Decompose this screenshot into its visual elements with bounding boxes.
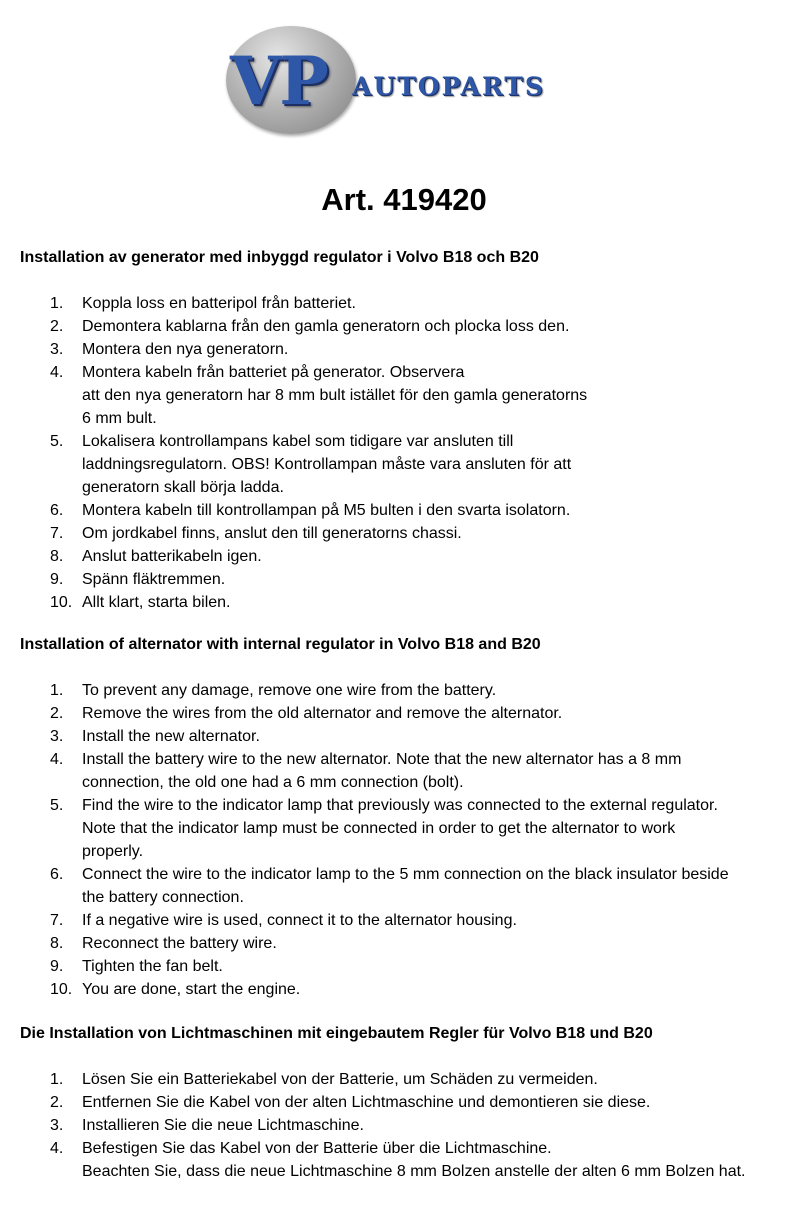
list-item-number: 3. — [50, 1117, 64, 1134]
list-item-line: the battery connection. — [82, 889, 244, 906]
list-item-line: Install the battery wire to the new alternator. Note that the new alternator has a 8 mm — [82, 751, 682, 768]
list-item-line: Find the wire to the indicator lamp that previously was connected to the external regulator. — [82, 797, 718, 814]
list-item-number: 7. — [50, 525, 64, 542]
list-item — [20, 522, 800, 545]
list-item — [20, 568, 800, 591]
instruction-list — [20, 292, 800, 614]
list-item — [20, 955, 800, 978]
list-item — [20, 1137, 800, 1183]
list-item — [20, 292, 800, 315]
list-item-line: properly. — [82, 843, 144, 860]
list-item-number: 4. — [50, 751, 64, 768]
list-item-line: Tighten the fan belt. — [82, 958, 223, 975]
list-item-line: Koppla loss en batteripol från batteriet. — [82, 295, 356, 312]
list-item — [20, 338, 800, 361]
list-item-number: 3. — [50, 728, 64, 745]
list-item-number: 8. — [50, 548, 64, 565]
vp-autoparts-logo — [226, 26, 596, 134]
list-item — [20, 909, 800, 932]
list-item-number: 4. — [50, 1140, 64, 1157]
list-item-line: Connect the wire to the indicator lamp to the 5 mm connection on the black insulator beside — [82, 866, 729, 883]
list-item — [20, 315, 800, 338]
list-item-number: 5. — [50, 433, 64, 450]
list-item-number: 8. — [50, 935, 64, 952]
list-item-line: Entfernen Sie die Kabel von der alten Lichtmaschine und demontieren sie diese. — [82, 1094, 651, 1111]
list-item-number: 7. — [50, 912, 64, 929]
list-item-number: 3. — [50, 341, 64, 358]
list-item-number: 10. — [50, 981, 73, 998]
list-item-line: Montera kabeln till kontrollampan på M5 bulten i den svarta isolatorn. — [82, 502, 571, 519]
list-item-line: Reconnect the battery wire. — [82, 935, 277, 952]
list-item-line: Montera kabeln från batteriet på generator. Observera — [82, 364, 465, 381]
list-item-line: Remove the wires from the old alternator and remove the alternator. — [82, 705, 563, 722]
list-item-line: Beachten Sie, dass die neue Lichtmaschine 8 mm Bolzen anstelle der alten 6 mm Bolzen hat. — [82, 1163, 746, 1180]
list-item-line: Montera den nya generatorn. — [82, 341, 289, 358]
list-item-line: Note that the indicator lamp must be connected in order to get the alternator to work — [82, 820, 676, 837]
list-item-line: You are done, start the engine. — [82, 981, 301, 998]
list-item-number: 2. — [50, 705, 64, 722]
list-item-line: Befestigen Sie das Kabel von der Batterie über die Lichtmaschine. — [82, 1140, 552, 1157]
list-item-line: Lösen Sie ein Batteriekabel von der Batterie, um Schäden zu vermeiden. — [82, 1071, 598, 1088]
section-german — [20, 1023, 800, 1183]
list-item-line: Allt klart, starta bilen. — [82, 594, 231, 611]
logo-vp-letters: VP — [230, 42, 327, 120]
list-item — [20, 679, 800, 702]
list-item-line: To prevent any damage, remove one wire from the battery. — [82, 682, 497, 699]
list-item-number: 6. — [50, 866, 64, 883]
list-item-number: 1. — [50, 295, 64, 312]
list-item — [20, 1114, 800, 1137]
list-item-number: 1. — [50, 1071, 64, 1088]
section-english — [20, 634, 800, 1001]
list-item-line: Installieren Sie die neue Lichtmaschine. — [82, 1117, 364, 1134]
instruction-list — [20, 1068, 800, 1183]
list-item-number: 10. — [50, 594, 73, 611]
list-item — [20, 794, 800, 863]
instruction-list — [20, 679, 800, 1001]
section-heading: Die Installation von Lichtmaschinen mit eingebautem Regler für Volvo B18 und B20 — [20, 1025, 653, 1042]
list-item — [20, 1091, 800, 1114]
list-item-line: Anslut batterikabeln igen. — [82, 548, 262, 565]
list-item-line: Om jordkabel finns, anslut den till generatorns chassi. — [82, 525, 462, 542]
logo-wordmark: AUTOPARTS — [352, 72, 545, 101]
list-item-line: 6 mm bult. — [82, 410, 157, 427]
list-item — [20, 932, 800, 955]
list-item — [20, 1068, 800, 1091]
list-item — [20, 430, 800, 499]
section-heading: Installation av generator med inbyggd regulator i Volvo B18 och B20 — [20, 249, 539, 266]
list-item — [20, 499, 800, 522]
section-swedish — [20, 247, 800, 614]
list-item-line: Install the new alternator. — [82, 728, 260, 745]
list-item — [20, 702, 800, 725]
list-item-line: Spänn fläktremmen. — [82, 571, 226, 588]
list-item — [20, 725, 800, 748]
list-item-number: 2. — [50, 1094, 64, 1111]
list-item-number: 4. — [50, 364, 64, 381]
list-item — [20, 591, 800, 614]
list-item — [20, 863, 800, 909]
list-item-line: laddningsregulatorn. OBS! Kontrollampan måste vara ansluten för att — [82, 456, 572, 473]
list-item-number: 9. — [50, 958, 64, 975]
list-item — [20, 748, 800, 794]
list-item-line: connection, the old one had a 6 mm connection (bolt). — [82, 774, 464, 791]
list-item-number: 5. — [50, 797, 64, 814]
list-item-number: 1. — [50, 682, 64, 699]
section-heading: Installation of alternator with internal regulator in Volvo B18 and B20 — [20, 636, 541, 653]
list-item-number: 6. — [50, 502, 64, 519]
list-item-line: Demontera kablarna från den gamla generatorn och plocka loss den. — [82, 318, 570, 335]
list-item-line: If a negative wire is used, connect it to the alternator housing. — [82, 912, 517, 929]
list-item-line: generatorn skall börja ladda. — [82, 479, 284, 496]
list-item-line: Lokalisera kontrollampans kabel som tidigare var ansluten till — [82, 433, 514, 450]
list-item-line: att den nya generatorn har 8 mm bult istället för den gamla generatorns — [82, 387, 588, 404]
page-title: Art. 419420 — [321, 182, 487, 217]
list-item — [20, 545, 800, 568]
list-item-number: 2. — [50, 318, 64, 335]
list-item — [20, 361, 800, 430]
list-item-number: 9. — [50, 571, 64, 588]
list-item — [20, 978, 800, 1001]
